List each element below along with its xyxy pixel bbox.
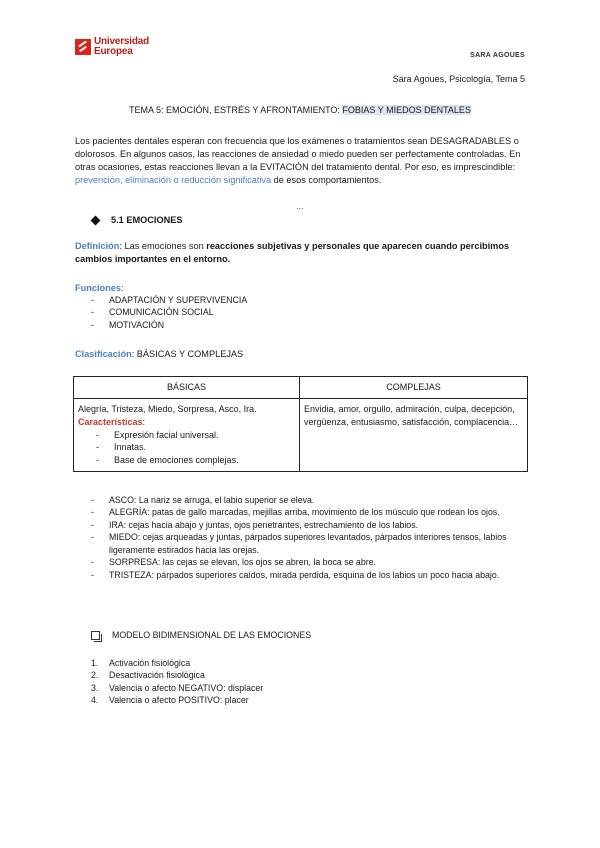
list-item: - MOTIVACIÓN <box>91 319 247 331</box>
university-logo <box>75 37 149 57</box>
highlighted-phrase: prevención, eliminación o reducción significativa <box>75 175 272 186</box>
classification-line: Clasificación: BÁSICAS Y COMPLEJAS <box>75 349 244 359</box>
model-list <box>91 657 263 707</box>
basic-emotions-cell: Alegría, Tristeza, Miedo, Sorpresa, Asco, Ira. Características: - Expresión facial universal. - Innatas. - Base de emociones complejas. <box>74 399 300 472</box>
functions-label: Funciones: <box>75 283 124 293</box>
page-title: TEMA 5: EMOCIÓN, ESTRÉS Y AFRONTAMIENTO: FOBIAS Y MIEDOS DENTALES <box>129 105 471 115</box>
model-heading: MODELO BIDIMENSIONAL DE LAS EMOCIONES <box>91 629 311 641</box>
list-item: - COMUNICACIÓN SOCIAL <box>91 306 247 318</box>
expressions-list <box>91 494 531 581</box>
list-item: 4. Valencia o afecto POSITIVO: placer <box>91 695 249 706</box>
list-item: - ASCO: La nariz se arruga, el labio superior se eleva. <box>91 494 531 506</box>
emotions-table <box>73 376 528 472</box>
list-item: - Innatas. <box>96 441 295 454</box>
definition-label: Definición <box>75 241 120 251</box>
list-item: - MIEDO: cejas arqueadas y juntas, párpados superiores levantados, párpados interiores tensos, labios ligeramente estirados hacia las orejas. <box>91 531 531 556</box>
complex-emotions-cell: Envidia, amor, orgullo, admiración, culpa, decepción, vergüenza, entusiasmo, satisfacción, complacencia… <box>300 399 528 472</box>
definition-paragraph: Definición: Las emociones son reacciones subjetivas y personales que aparecen cuando percibimos cambios importantes en el entorno. <box>75 241 510 265</box>
functions-list <box>91 294 247 331</box>
ellipsis: ... <box>296 201 304 211</box>
section-heading: 5.1 EMOCIONES <box>92 214 182 227</box>
characteristics-list <box>78 429 295 467</box>
list-item: 2. Desactivación fisiológica <box>91 670 205 681</box>
diamond-bullet-icon <box>91 216 101 226</box>
list-item: 3. Valencia o afecto NEGATIVO: displacer <box>91 682 264 693</box>
list-item: - Base de emociones complejas. <box>96 454 295 467</box>
list-item: - Expresión facial universal. <box>96 429 295 442</box>
university-logo-icon <box>75 39 91 55</box>
intro-paragraph: Los pacientes dentales esperan con frecuencia que los exámenes o tratamientos sean DESAGRADABLES o dolorosos. En algunos casos, las reacciones de ansiedad o miedo pueden ser perfectamente controladas. En otras ocasiones, estas reacciones llevan a la EVITACIÓN del tratamiento dental. Por eso, es imprescindible: prevención, eliminación o reducción significativa de esos comportamientos. <box>75 136 521 186</box>
characteristics-label: Características <box>78 416 143 427</box>
list-item: - ADAPTACIÓN Y SUPERVIVENCIA <box>91 294 247 306</box>
list-item: - TRISTEZA: párpados superiores caídos, mirada perdida, esquina de los labios un poco hacia abajo. <box>91 569 531 581</box>
document-subtitle: Sara Agoues, Psicología, Tema 5 <box>392 74 525 84</box>
list-item: - IRA: cejas hacia abajo y juntas, ojos penetrantes, estrechamiento de los labios. <box>91 519 531 531</box>
list-item: - ALEGRÍA: patas de gallo marcadas, mejillas arriba, movimiento de los músculo que rodean los ojos. <box>91 506 531 518</box>
list-item: 1. Activación fisiológica <box>91 658 191 668</box>
university-logo-text: Universidad Europea <box>94 36 150 57</box>
author-name: SARA AGOUES <box>470 52 525 59</box>
title-highlight: FOBIAS Y MIEDOS DENTALES <box>342 105 471 115</box>
checkbox-bullet-icon <box>91 631 100 640</box>
table-header-complex: COMPLEJAS <box>300 377 528 399</box>
list-item: - SORPRESA: las cejas se elevan, los ojos se abren, la boca se abre. <box>91 556 531 568</box>
table-header-basic: BÁSICAS <box>74 377 300 399</box>
